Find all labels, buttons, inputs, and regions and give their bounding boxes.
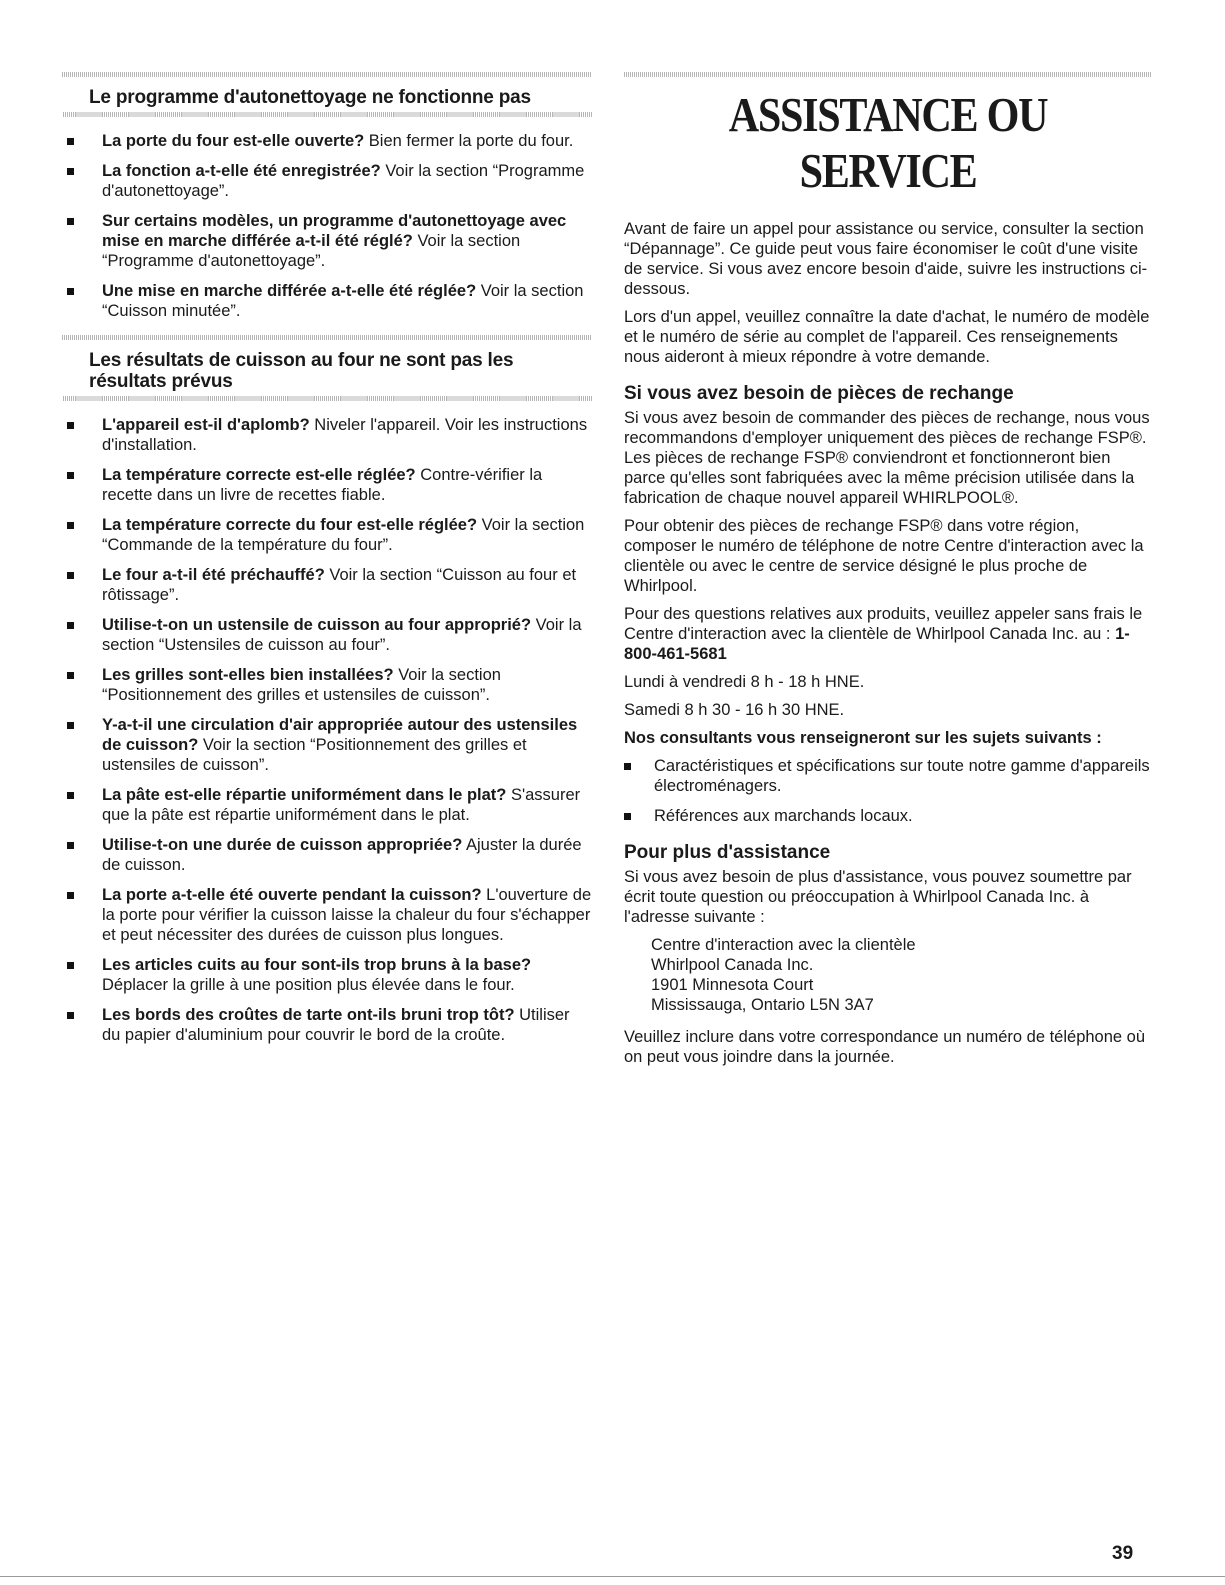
question: La pâte est-elle répartie uniformément dans le plat?: [102, 786, 507, 804]
answer: Niveler l'appareil. Voir les instructions d'installation.: [102, 416, 588, 454]
bullet-icon: [67, 572, 74, 579]
question: Une mise en marche différée a-t-elle été réglée?: [102, 282, 477, 300]
section-heading: Le programme d'autonettoyage ne fonctionne pas: [89, 87, 531, 108]
hours-weekday: Lundi à vendredi 8 h - 18 h HNE.: [624, 673, 865, 691]
divider: [62, 72, 592, 77]
question: Les bords des croûtes de tarte ont-ils bruni trop tôt?: [102, 1006, 515, 1024]
address-line: Whirlpool Canada Inc.: [651, 956, 814, 974]
answer: Voir la section “Positionnement des grilles et ustensiles de cuisson”.: [102, 666, 501, 704]
list-item: [62, 281, 592, 321]
page-title: ASSISTANCE OU SERVICE: [728, 87, 1048, 198]
right-column: [624, 72, 1152, 1075]
bullet-icon: [67, 892, 74, 899]
question: Sur certains modèles, un programme d'autonettoyage avec mise en marche différée a-t-il été réglé?: [102, 212, 567, 250]
list-item: [62, 131, 592, 151]
page-number: 39: [1112, 1543, 1134, 1564]
answer: Voir la section “Commande de la température du four”.: [102, 516, 585, 554]
bullet-icon: [624, 813, 631, 820]
mailing-address: [624, 935, 1152, 1015]
address-line: Mississauga, Ontario L5N 3A7: [651, 996, 874, 1014]
question: Utilise-t-on un ustensile de cuisson au four approprié?: [102, 616, 532, 634]
parts-paragraph: Si vous avez besoin de commander des pièces de rechange, nous vous recommandons d'employer uniquement des pièces de rechange FSP®. Les pièces de rechange FSP® conviendront et fonctionneront bien parce qu'elles sont fabriquées avec la même précision utilisée dans la fabrication de chaque nouvel appareil WHIRLPOOL®.: [624, 409, 1150, 507]
bullet-icon: [67, 962, 74, 969]
bullet-icon: [67, 168, 74, 175]
question: La température correcte du four est-elle réglée?: [102, 516, 478, 534]
intro-paragraph: Avant de faire un appel pour assistance ou service, consulter la section “Dépannage”. Ce guide peut vous faire économiser le coût d'une visite de service. Si vous avez encore besoin d'aide, suivre les instructions ci-dessous.: [624, 220, 1148, 298]
bullet-icon: [67, 522, 74, 529]
answer: L'ouverture de la porte pour vérifier la cuisson laisse la chaleur du four s'échapper et peut nécessiter des durées de cuisson plus longues.: [102, 886, 592, 944]
list-item: [62, 211, 592, 271]
question: La température correcte est-elle réglée?: [102, 466, 416, 484]
hours-saturday: Samedi 8 h 30 - 16 h 30 HNE.: [624, 701, 845, 719]
answer: S'assurer que la pâte est répartie uniformément dans le plat.: [102, 786, 581, 824]
closing-paragraph: Veuillez inclure dans votre correspondance un numéro de téléphone où on peut vous joindre dans la journée.: [624, 1028, 1146, 1066]
list-item: [62, 615, 592, 655]
list-item: [62, 885, 592, 945]
list-item: [62, 565, 592, 605]
divider: [62, 335, 592, 340]
answer: Voir la section “Cuisson au four et rôtissage”.: [102, 566, 577, 604]
bullet-icon: [67, 422, 74, 429]
list-item: [62, 465, 592, 505]
left-column: [62, 72, 592, 1055]
parts-heading: Si vous avez besoin de pièces de rechange: [624, 383, 1014, 404]
phone-paragraph: [624, 604, 1152, 664]
answer: Voir la section “Programme d'autonettoyage”.: [102, 162, 585, 200]
question: Les grilles sont-elles bien installées?: [102, 666, 394, 684]
consultants-heading: Nos consultants vous renseigneront sur les sujets suivants :: [624, 729, 1102, 747]
assistance-heading: Pour plus d'assistance: [624, 842, 831, 863]
question: Y-a-t-il une circulation d'air appropriée autour des ustensiles de cuisson?: [102, 716, 578, 754]
list-item: [62, 715, 592, 775]
answer: Voir la section “Programme d'autonettoyage”.: [102, 232, 521, 270]
answer: Voir la section “Ustensiles de cuisson au four”.: [102, 616, 582, 654]
bullet-icon: [624, 763, 631, 770]
question: La porte a-t-elle été ouverte pendant la cuisson?: [102, 886, 482, 904]
question: Utilise-t-on une durée de cuisson appropriée?: [102, 836, 463, 854]
answer: Contre-vérifier la recette dans un livre de recettes fiable.: [102, 466, 543, 504]
bullet-icon: [67, 288, 74, 295]
address-line: 1901 Minnesota Court: [651, 976, 814, 994]
list-item: [62, 515, 592, 555]
bullet-icon: [67, 792, 74, 799]
list-item: [62, 955, 592, 995]
bullet-icon: [67, 622, 74, 629]
phone-intro: Pour des questions relatives aux produits, veuillez appeler sans frais le Centre d'interaction avec la clientèle de Whirlpool Canada Inc. au :: [624, 605, 1143, 643]
list-item: Caractéristiques et spécifications sur toute notre gamme d'appareils électroménagers.: [624, 756, 1152, 796]
question: Le four a-t-il été préchauffé?: [102, 566, 325, 584]
phone-number: 1-800-461-5681: [624, 625, 1130, 663]
answer: Déplacer la grille à une position plus élevée dans le four.: [102, 976, 515, 994]
question: Les articles cuits au four sont-ils trop bruns à la base?: [102, 956, 532, 974]
question: La fonction a-t-elle été enregistrée?: [102, 162, 381, 180]
assistance-paragraph: Si vous avez besoin de plus d'assistance, vous pouvez soumettre par écrit toute question ou préoccupation à Whirlpool Canada Inc. à l'adresse suivante :: [624, 868, 1132, 926]
bullet-icon: [67, 722, 74, 729]
bullet-icon: [67, 472, 74, 479]
question: La porte du four est-elle ouverte?: [102, 132, 365, 150]
divider: [624, 72, 1152, 77]
topics-list: [624, 756, 1152, 826]
list-item: [62, 1005, 592, 1045]
bullet-icon: [67, 1012, 74, 1019]
bullet-icon: [67, 218, 74, 225]
checklist: [62, 131, 592, 321]
answer: Voir la section “Cuisson minutée”.: [102, 282, 584, 320]
answer: Voir la section “Positionnement des grilles et ustensiles de cuisson”.: [102, 736, 527, 774]
list-item: [62, 161, 592, 201]
bullet-icon: [67, 138, 74, 145]
list-item: [62, 415, 592, 455]
section-heading: Les résultats de cuisson au four ne sont pas les résultats prévus: [89, 350, 514, 392]
list-item: Références aux marchands locaux.: [624, 806, 1152, 826]
answer: Ajuster la durée de cuisson.: [102, 836, 582, 874]
address-line: Centre d'interaction avec la clientèle: [651, 936, 916, 954]
list-item: [62, 785, 592, 825]
bullet-icon: [67, 842, 74, 849]
intro-paragraph: Lors d'un appel, veuillez connaître la date d'achat, le numéro de modèle et le numéro de série au complet de l'appareil. Ces renseignements nous aideront à mieux répondre à votre demande.: [624, 308, 1150, 366]
list-item: [62, 665, 592, 705]
list-item: [62, 835, 592, 875]
bottom-divider: [0, 1576, 1225, 1577]
question: L'appareil est-il d'aplomb?: [102, 416, 310, 434]
answer: Utiliser du papier d'aluminium pour couvrir le bord de la croûte.: [102, 1006, 570, 1044]
bullet-icon: [67, 672, 74, 679]
checklist: [62, 415, 592, 1045]
parts-paragraph: Pour obtenir des pièces de rechange FSP® dans votre région, composer le numéro de téléphone de notre Centre d'interaction avec la clientèle ou avec le centre de service désigné le plus proche de Whirlpool.: [624, 517, 1144, 595]
answer: Bien fermer la porte du four.: [364, 132, 574, 150]
